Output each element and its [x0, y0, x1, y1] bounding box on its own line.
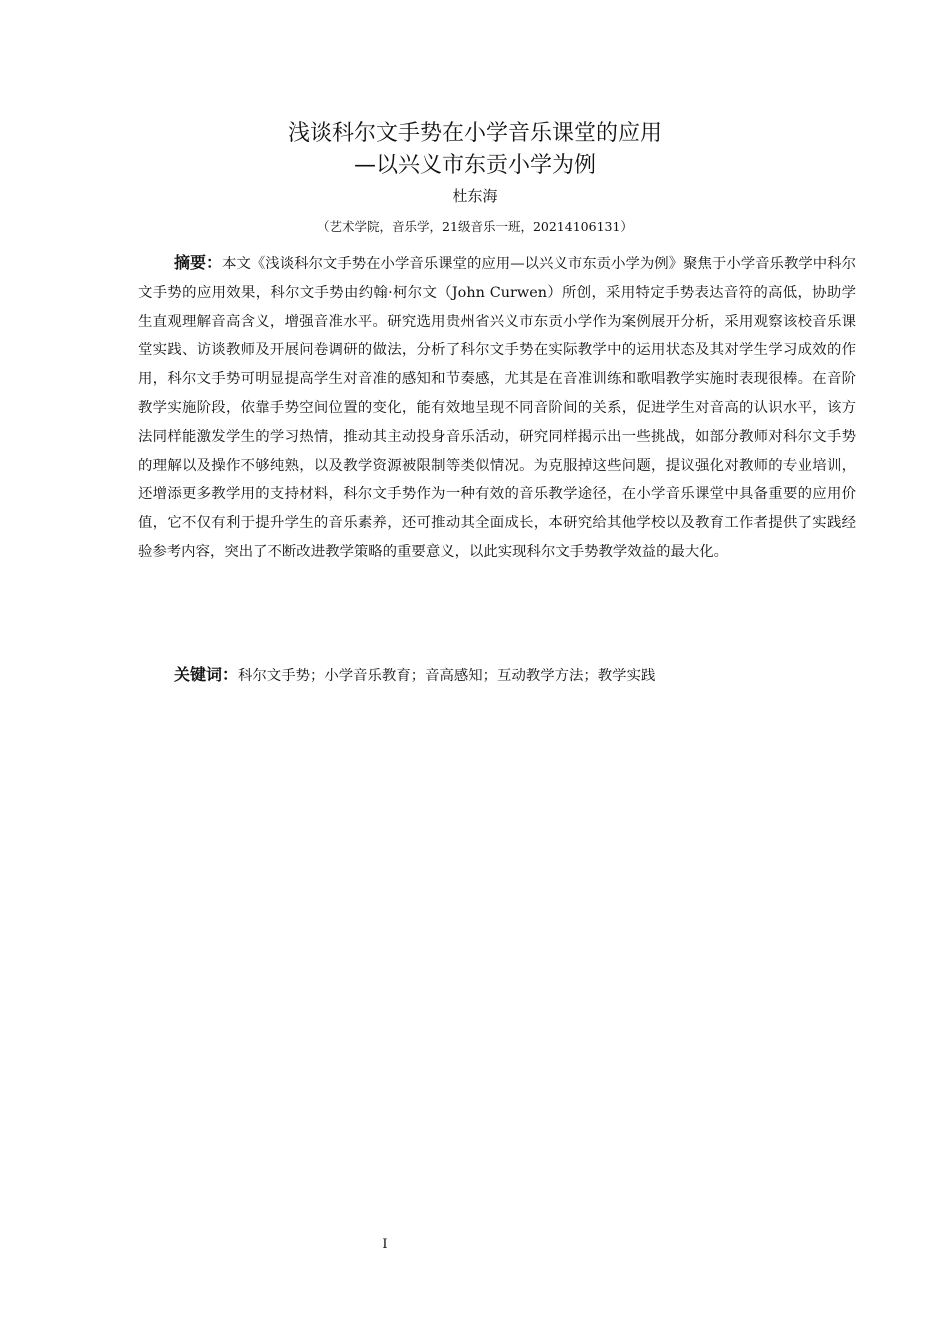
author-name: 杜东海 — [452, 187, 498, 205]
keywords-paragraph — [174, 661, 856, 691]
title-line-1: 浅谈科尔文手势在小学音乐课堂的应用 — [287, 121, 662, 146]
abstract-text: 本文《浅谈科尔文手势在小学音乐课堂的应用—以兴义市东贡小学为例》聚焦于小学音乐教学中科尔文手势的应用效果，科尔文手势由约翰·柯尔文（John Curwen）所创，采用特定手势表达音符的高低，协助学生直观理解音高含义，增强音准水平。研究选用贵州省兴义市东贡小学作为案例展开分析，采用观察该校音乐课堂实践、访谈教师及开展问卷调研的做法，分析了科尔文手势在实际教学中的运用状态及其对学生学习成效的作用，科尔文手势可明显提高学生对音准的感知和节奏感，尤其是在音准训练和歌唱教学实施时表现很棒。在音阶教学实施阶段，依靠手势空间位置的变化，能有效地呈现不同音阶间的关系，促进学生对音高的认识水平，该方法同样能激发学生的学习热情，推动其主动投身音乐活动，研究同样揭示出一些挑战，如部分教师对科尔文手势的理解以及操作不够纯熟，以及教学资源被限制等类似情况。为克服掉这些问题，提议强化对教师的专业培训，还增添更多教学用的支持材料，科尔文手势作为一种有效的音乐教学途径，在小学音乐课堂中具备重要的应用价值，它不仅有利于提升学生的音乐素养，还可推动其全面成长，本研究给其他学校以及教育工作者提供了实践经验参考内容，突出了不断改进教学策略的重要意义，以此实现科尔文手势教学效益的最大化。 — [138, 256, 856, 560]
page-number: I — [382, 1237, 388, 1252]
abstract-label: 摘要： — [174, 253, 223, 272]
abstract-paragraph — [138, 249, 856, 567]
keywords-text: 科尔文手势；小学音乐教育；音高感知；互动教学方法；教学实践 — [238, 668, 656, 684]
author-affiliation: （艺术学院，音乐学，21级音乐一班，20214106131） — [317, 219, 633, 234]
title-line-2: —以兴义市东贡小学为例 — [353, 153, 596, 178]
keywords-label: 关键词： — [174, 665, 239, 684]
